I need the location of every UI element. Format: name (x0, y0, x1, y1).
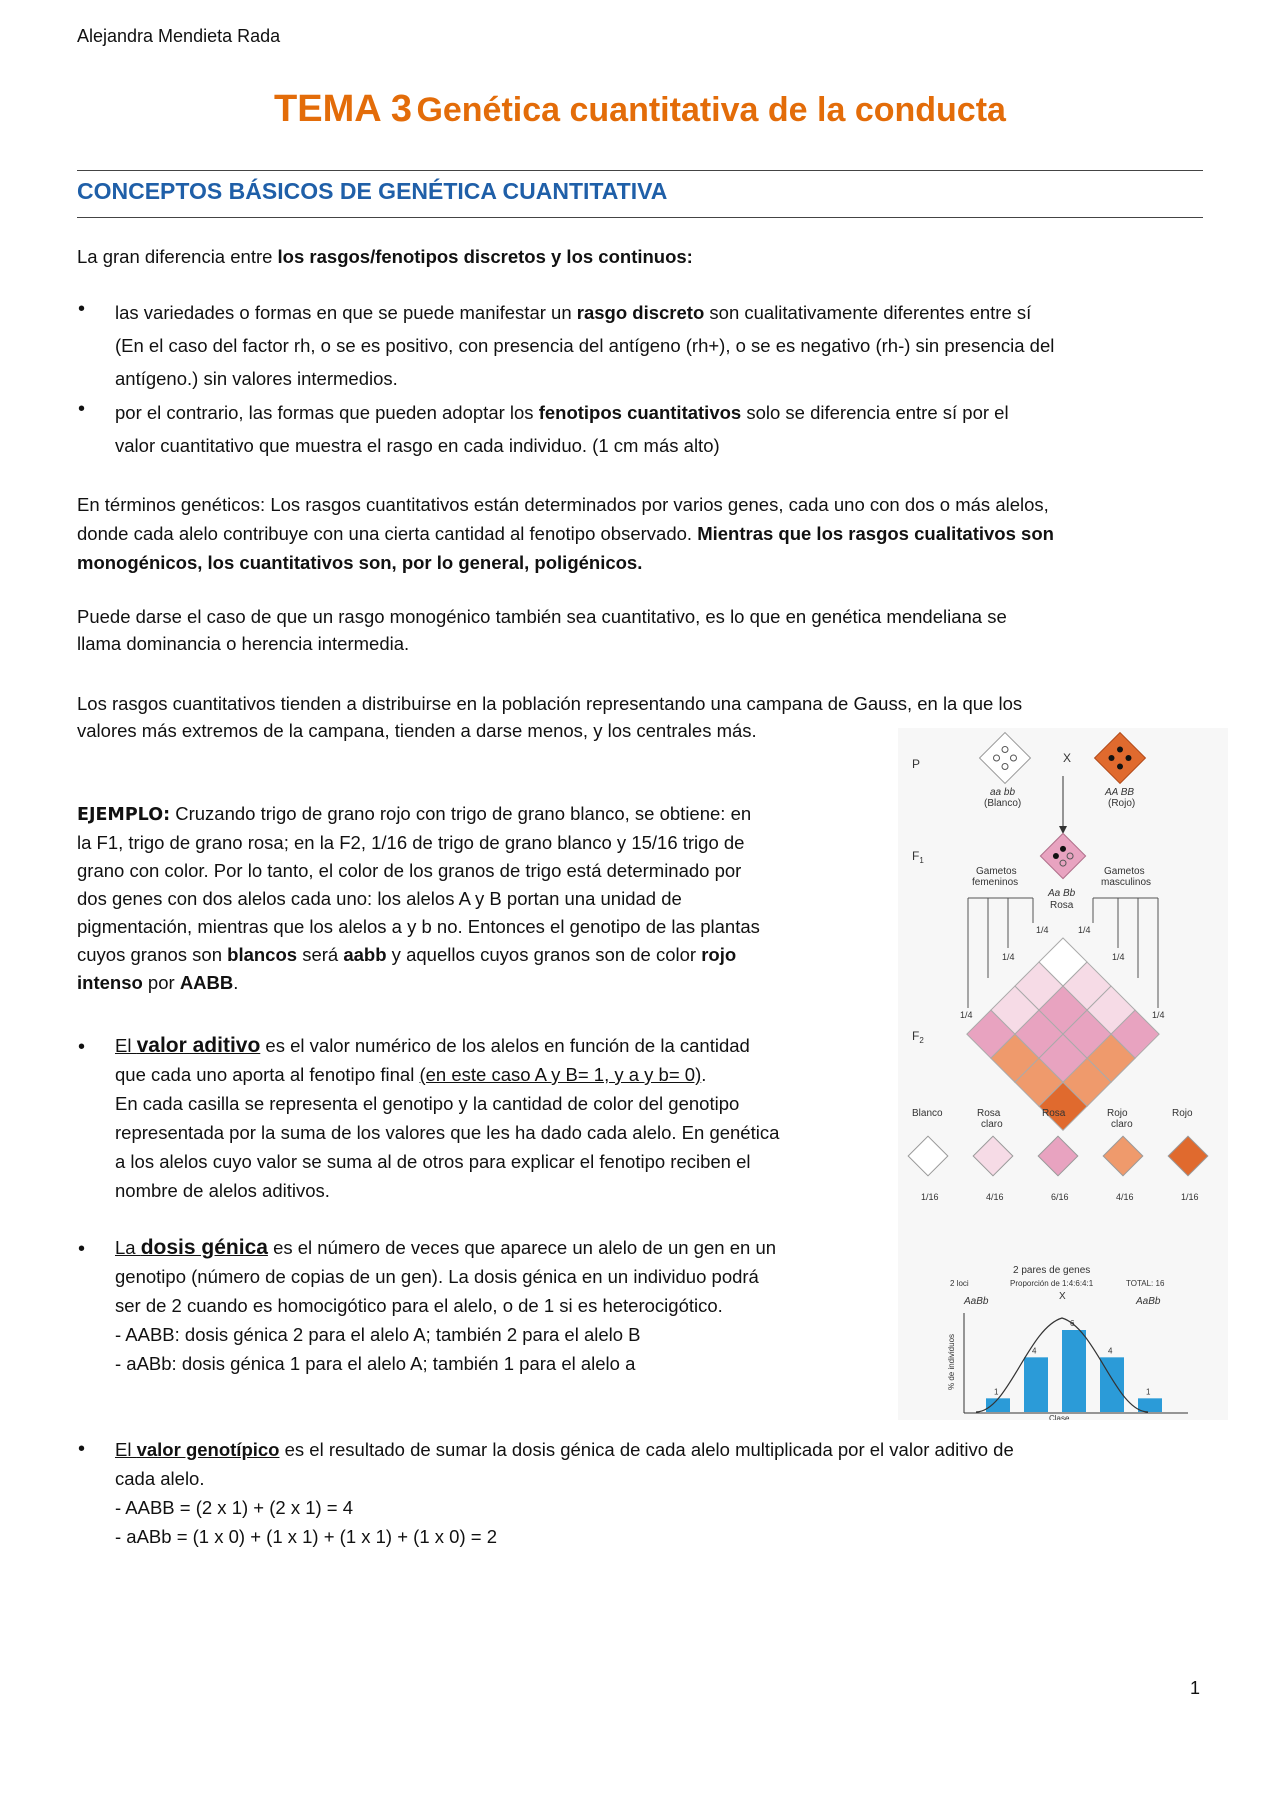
bullet-additive-value: El valor aditivo es el valor numérico de los alelos en función de la cantidad que cada uno aporta al fenotipo final (en este caso A y B= 1, y a y b= 0). En cada casilla se representa el genotipo y la cantidad de color del genotipo representada por la suma de los valores que les ha dado cada alelo. En genética a los alelos cuyo valor se suma al de otros para explicar el fenotipo reciben el nombre de alelos aditivos. (115, 1034, 780, 1201)
parent-red-genotype: AA BB (1105, 787, 1135, 798)
f1-genotype: Aa Bb (1048, 888, 1076, 899)
gametes-female-2: femeninos (972, 877, 1019, 888)
hist-bar-label: 1 (994, 1387, 999, 1397)
wheat-color-inheritance-figure (898, 728, 1228, 1420)
section-rule-bottom (77, 217, 1203, 218)
class-name: Rojo (1172, 1108, 1193, 1119)
hist-title: 2 pares de genes (1013, 1265, 1091, 1276)
hist-ratio: Proporción de 1:4:6:4:1 (1010, 1279, 1094, 1288)
hist-right-genotype: AaBb (1136, 1296, 1161, 1307)
p-generation-label: P (912, 757, 921, 771)
parent-white-name: (Blanco) (984, 798, 1022, 809)
bullet-dot: • (78, 1438, 86, 1460)
intro-paragraph: La gran diferencia entre los rasgos/fenotipos discretos y los continuos: (77, 246, 693, 267)
class-name-qualifier: claro (981, 1119, 1003, 1130)
cross-x-label: X (1063, 751, 1072, 765)
hist-bar (1138, 1398, 1162, 1412)
class-frequency: 6/16 (1051, 1192, 1069, 1202)
page-title (0, 88, 1280, 131)
bullet-dot: • (78, 398, 86, 420)
example-paragraph: EJEMPLO: Cruzando trigo de grano rojo con trigo de grano blanco, se obtiene: en la F1, trigo de grano rosa; en la F2, 1/16 de trigo de grano blanco y 15/16 trigo de grano con color. Por lo tanto, el color de los granos de trigo está determinado por dos genes con dos alelos cada uno: los alelos A y B portan una unidad de pigmentación, mientras que los alelos a y b no. Entonces el genotipo de las plantas cuyos granos son blancos será aabb y aquellos cuyos granos son de color rojo intenso por AABB. (77, 803, 760, 993)
class-name: Rojo (1107, 1108, 1128, 1119)
hist-bar-label: 6 (1070, 1319, 1075, 1328)
hist-bar-label: 4 (1032, 1346, 1037, 1356)
hist-total: TOTAL: 16 (1126, 1279, 1165, 1288)
f1-generation-label: $F_1$ (912, 849, 924, 865)
quarter-label: 1/4 (960, 1010, 973, 1020)
bullet-genotypic-value: El valor genotípico es el resultado de sumar la dosis génica de cada alelo multiplicada por el valor aditivo de cada alelo. - AABB = (2 x 1) + (2 x 1) = 4 - aABb = (1 x 0) + (1 x 1) + (1 x 1) + (1 x 0) = 2 (115, 1439, 1014, 1547)
section-title: CONCEPTOS BÁSICOS DE GENÉTICA CUANTITATIVA (77, 178, 668, 204)
class-frequency: 4/16 (986, 1192, 1004, 1202)
class-frequency: 4/16 (1116, 1192, 1134, 1202)
bullet-quantitative: por el contrario, las formas que pueden adoptar los fenotipos cuantitativos solo se diferencia entre sí por el valor cuantitativo que muestra el rasgo en cada individuo. (1 cm más alto) (115, 402, 1009, 456)
hist-bar (1062, 1330, 1086, 1412)
class-name: Blanco (912, 1108, 943, 1119)
title-number: TEMA 3 (274, 88, 412, 130)
f1-phenotype: Rosa (1050, 900, 1074, 911)
hist-bar-label: 4 (1108, 1346, 1113, 1356)
quarter-label: 1/4 (1112, 952, 1125, 962)
bullet-dot: • (78, 1238, 86, 1260)
section-rule-top (77, 170, 1203, 171)
class-frequency: 1/16 (1181, 1192, 1199, 1202)
bullet-dot: • (78, 298, 86, 320)
author-name: Alejandra Mendieta Rada (77, 26, 281, 46)
title-text: Genética cuantitativa de la conducta (416, 91, 1006, 129)
page-number: 1 (1190, 1678, 1201, 1698)
quarter-label: 1/4 (1078, 925, 1091, 935)
parent-white-genotype: aa bb (990, 787, 1016, 798)
bullet-gene-dosage: La dosis génica es el número de veces que aparece un alelo de un gen en un genotipo (número de copias de un gen). La dosis génica en un individuo podrá ser de 2 cuando es homocigótico para el alelo, o de 1 si es heterocigótico. - AABB: dosis génica 2 para el alelo A; también 2 para el alelo B - aABb: dosis génica 1 para el alelo A; también 1 para el alelo a (115, 1236, 777, 1374)
gauss-paragraph: Los rasgos cuantitativos tienden a distribuirse en la población representando una campana de Gauss, en la que los valores más extremos de la campana, tienden a darse menos, y los centrales más. (77, 693, 1023, 741)
gametes-female-1: Gametos (976, 866, 1017, 877)
quarter-label: 1/4 (1002, 952, 1015, 962)
class-frequency: 1/16 (921, 1192, 939, 1202)
bullet-discrete: las variedades o formas en que se puede manifestar un rasgo discreto son cualitativamente diferentes entre sí (En el caso del factor rh, o se es positivo, con presencia del antígeno (rh+), o se es negativo (rh-) sin presencia del antígeno.) sin valores intermedios. (115, 302, 1055, 389)
f2-generation-label: $F_2$ (912, 1029, 924, 1045)
hist-bar (1024, 1357, 1048, 1412)
class-name: Rosa (1042, 1108, 1066, 1119)
parent-red-name: (Rojo) (1108, 798, 1136, 809)
hist-y-label: % de individuos (947, 1333, 956, 1390)
hist-bar-label: 1 (1146, 1387, 1151, 1397)
genetic-terms-paragraph: En términos genéticos: Los rasgos cuantitativos están determinados por varios genes, cada uno con dos o más alelos, donde cada alelo contribuye con una cierta cantidad al fenotipo observado. Mientras que los rasgos cualitativos son monogénicos, los cuantitativos son, por lo general, poligénicos. (77, 494, 1054, 573)
hist-cross-x: X (1059, 1291, 1066, 1302)
bullet-dot: • (78, 1036, 86, 1058)
quarter-label: 1/4 (1152, 1010, 1165, 1020)
class-name-qualifier: claro (1111, 1119, 1133, 1130)
gametes-male-2: masculinos (1101, 877, 1152, 888)
quarter-label: 1/4 (1036, 925, 1049, 935)
hist-loci: 2 loci (950, 1279, 969, 1288)
hist-bar (986, 1398, 1010, 1412)
hist-left-genotype: AaBb (964, 1296, 989, 1307)
monogenic-paragraph: Puede darse el caso de que un rasgo monogénico también sea cuantitativo, es lo que en genética mendeliana se llama dominancia o herencia intermedia. (77, 606, 1007, 654)
gametes-male-1: Gametos (1104, 866, 1145, 877)
hist-x-label: Clase (1049, 1414, 1070, 1420)
class-name: Rosa (977, 1108, 1001, 1119)
